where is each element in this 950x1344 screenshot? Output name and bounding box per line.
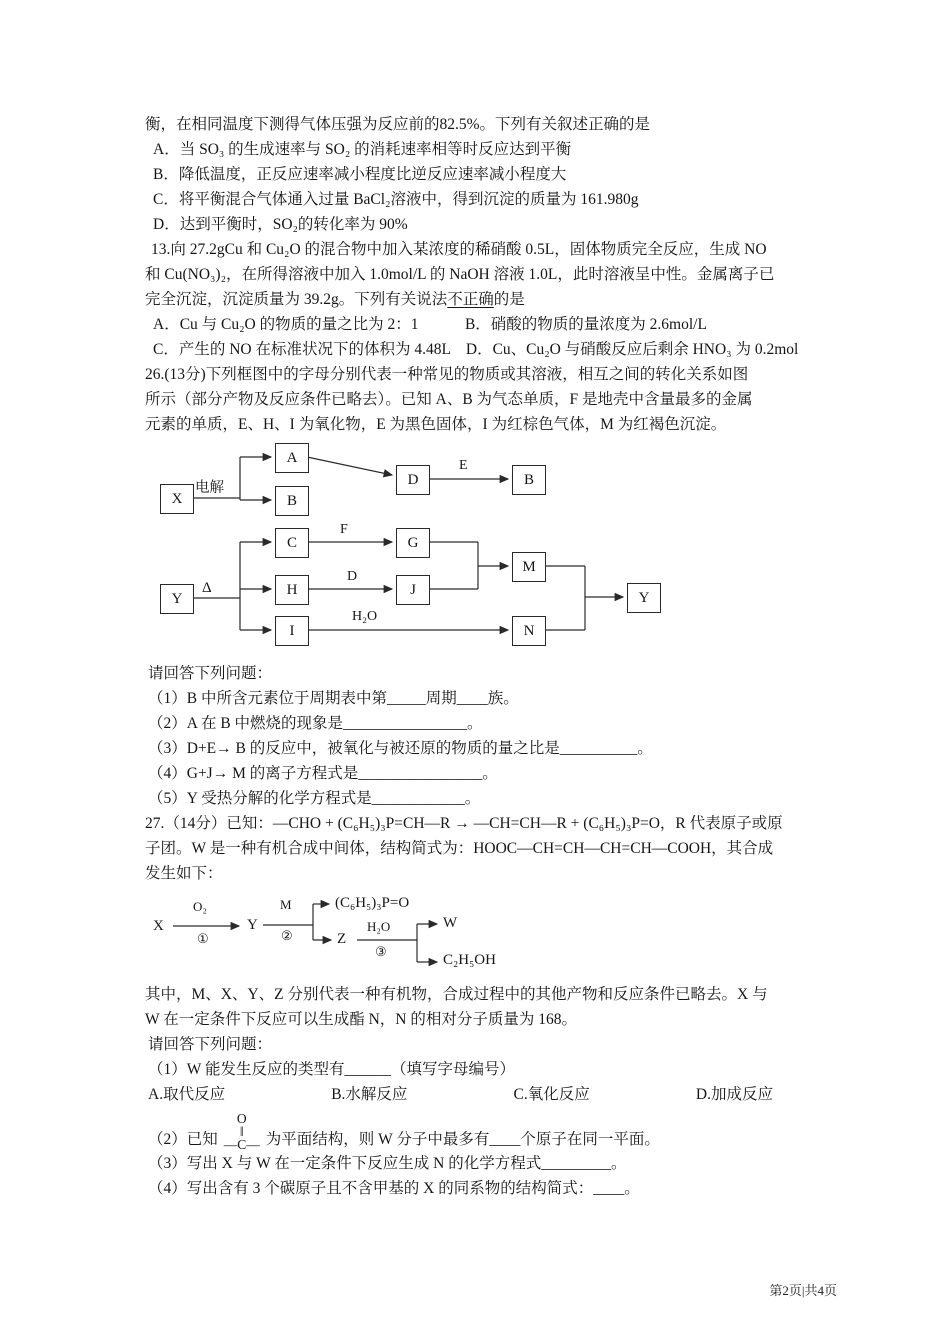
q13-stem-line2: 和 Cu(NO₃)₂，在所得溶液中加入 1.0mol/L 的 NaOH 溶液 1.0L，此时溶液呈中性。金属离子已 [145, 266, 775, 283]
diagram-label-electrolysis: 电解 [195, 480, 224, 496]
scheme-h2o-label: H₂O [367, 919, 391, 934]
q27-intro-line1: 27.（14分）已知：—CHO + (C₆H₅)₃P=CH—R → —CH=CH—R + (C₆H₅)₃P=O，R 代表原子或原 [145, 815, 783, 832]
q27-sub2-pre: （2）已知 [148, 1131, 218, 1148]
diagram-box-n: N [512, 616, 546, 646]
q27-options-row [145, 1082, 773, 1107]
q27-sub2 [145, 1107, 845, 1151]
q27-prompt: 请回答下列问题： [148, 1036, 273, 1053]
q26-sub1: （1）B 中所含元素位于周期表中第_____周期____族。 [148, 690, 519, 707]
q27-sub1: （1）W 能发生反应的类型有______（填写字母编号） [148, 1061, 515, 1078]
diagram-box-d: D [396, 465, 430, 495]
scheme-y: Y [247, 917, 258, 933]
q27-sub2-post: 为平面结构，则 W 分子中最多有____个原子在同一平面。 [265, 1131, 660, 1148]
carbonyl-structure [224, 1112, 260, 1151]
scheme-ethanol: C₂H₅OH [443, 952, 496, 968]
diagram-label-e: E [459, 458, 468, 473]
diagram-box-i: I [275, 616, 309, 646]
diagram-box-h: H [275, 575, 309, 605]
q26-intro-line2: 所示（部分产物及反应条件已略去）。已知 A、B 为气态单质，F 是地壳中含量最多的金属 [145, 391, 753, 408]
q12-stem: 衡，在相同温度下测得气体压强为反应前的82.5%。下列有关叙述正确的是 [145, 116, 651, 133]
diagram-label-h2o: H₂O [352, 609, 378, 624]
diagram-box-b-left: B [275, 486, 309, 516]
scheme-step2-label: ② [281, 928, 293, 943]
q27-mid-line2: W 在一定条件下反应可以生成酯 N，N 的相对分子质量为 168。 [145, 1011, 577, 1028]
scheme-o2-label: O₂ [193, 899, 207, 914]
scheme-step3-label: ③ [375, 944, 387, 959]
q12-option-c: C．将平衡混合气体通入过量 BaCl₂溶液中，得到沉淀的质量为 161.980g [153, 191, 639, 208]
q27-option-d: D.加成反应 [695, 1086, 773, 1103]
q26-prompt: 请回答下列问题： [148, 665, 273, 682]
flow-arrows-svg [145, 439, 845, 657]
diagram-box-y-right: Y [627, 583, 661, 613]
diagram-label-f: F [340, 522, 348, 537]
q13-stem-underlined: 不正确 [447, 291, 494, 308]
carbonyl-oxygen: O [236, 1111, 247, 1126]
q27-intro-line3: 发生如下： [145, 865, 223, 882]
q12-option-b: B．降低温度，正反应速率减小程度比逆反应速率减小程度大 [153, 166, 567, 183]
q27-sub3: （3）写出 X 与 W 在一定条件下反应生成 N 的化学方程式_________。 [148, 1155, 627, 1172]
diagram-box-g: G [396, 528, 430, 558]
q27-option-c: C.氧化反应 [513, 1086, 590, 1103]
scheme-x: X [153, 918, 164, 934]
scheme-z: Z [337, 931, 347, 947]
q13-stem-line3-pre: 完全沉淀，沉淀质量为 39.2g。下列有关说法 [145, 291, 448, 308]
q26-intro-line3: 元素的单质，E、H、I 为氧化物，E 为黑色固体，I 为红棕色气体，M 为红褐色沉淀。 [145, 416, 727, 433]
scheme-step1-label: ① [197, 931, 209, 946]
footer-page-number: 第2页|共4页 [769, 1283, 837, 1298]
q12-option-d: D．达到平衡时，SO₂的转化率为 90% [153, 216, 408, 233]
scheme-m-label: M [280, 897, 292, 912]
diagram-box-j: J [396, 575, 430, 605]
q12-option-a: A．当 SO₃ 的生成速率与 SO₂ 的消耗速率相等时反应达到平衡 [153, 141, 572, 158]
q13-options-ab: A．Cu 与 Cu₂O 的物质的量之比为 2：1 B．硝酸的物质的量浓度为 2.6mol/L [153, 316, 707, 333]
carbonyl-double-bond: ‖ [239, 1124, 244, 1139]
q27-intro-line2: 子团。W 是一种有机合成中间体，结构简式为：HOOC—CH=CH—CH=CH—COOH，其合成 [145, 840, 774, 857]
diagram-label-delta: Δ [202, 580, 212, 596]
q26-intro-line1: 26.(13分)下列框图中的字母分别代表一种常见的物质或其溶液，相互之间的转化关系如图 [145, 366, 749, 383]
q13-stem-line3 [145, 287, 845, 312]
q27-synthesis-scheme [145, 890, 665, 976]
diagram-label-d: D [347, 569, 358, 584]
q26-flow-diagram [145, 439, 845, 657]
scheme-phosphine-oxide: (C₆H₅)₃P=O [335, 895, 410, 911]
diagram-box-c: C [275, 528, 309, 558]
q26-sub4: （4）G+J→ M 的离子方程式是________________。 [148, 765, 498, 782]
diagram-box-a: A [275, 443, 309, 473]
diagram-box-b-right: B [512, 465, 546, 495]
q26-sub3: （3）D+E→ B 的反应中，被氧化与被还原的物质的量之比是__________。 [148, 740, 653, 757]
q26-sub5: （5）Y 受热分解的化学方程式是____________。 [148, 790, 481, 807]
q26-sub2: （2）A 在 B 中燃烧的现象是________________。 [148, 715, 483, 732]
diagram-box-x: X [160, 484, 194, 514]
carbonyl-carbon: —C— [223, 1137, 260, 1152]
diagram-box-y-left: Y [160, 584, 194, 614]
q13-stem-line3-post: 的是 [493, 291, 525, 308]
q27-mid-line1: 其中，M、X、Y、Z 分别代表一种有机物，合成过程中的其他产物和反应条件已略去。X 与 [145, 986, 768, 1003]
scheme-w: W [443, 915, 458, 931]
q13-options-cd: C．产生的 NO 在标准状况下的体积为 4.48L D．Cu、Cu₂O 与硝酸反应后剩余 HNO₃ 为 0.2mol [153, 341, 799, 358]
diagram-box-m: M [512, 552, 546, 582]
q27-option-b: B.水解反应 [331, 1086, 408, 1103]
q27-option-a: A.取代反应 [148, 1086, 226, 1103]
q13-stem-line1: 13.向 27.2gCu 和 Cu₂O 的混合物中加入某浓度的稀硝酸 0.5L，固体物质完全反应，生成 NO [151, 241, 767, 258]
q27-sub4: （4）写出含有 3 个碳原子且不含甲基的 X 的同系物的结构简式：____。 [148, 1180, 640, 1197]
page-content [145, 112, 845, 1201]
